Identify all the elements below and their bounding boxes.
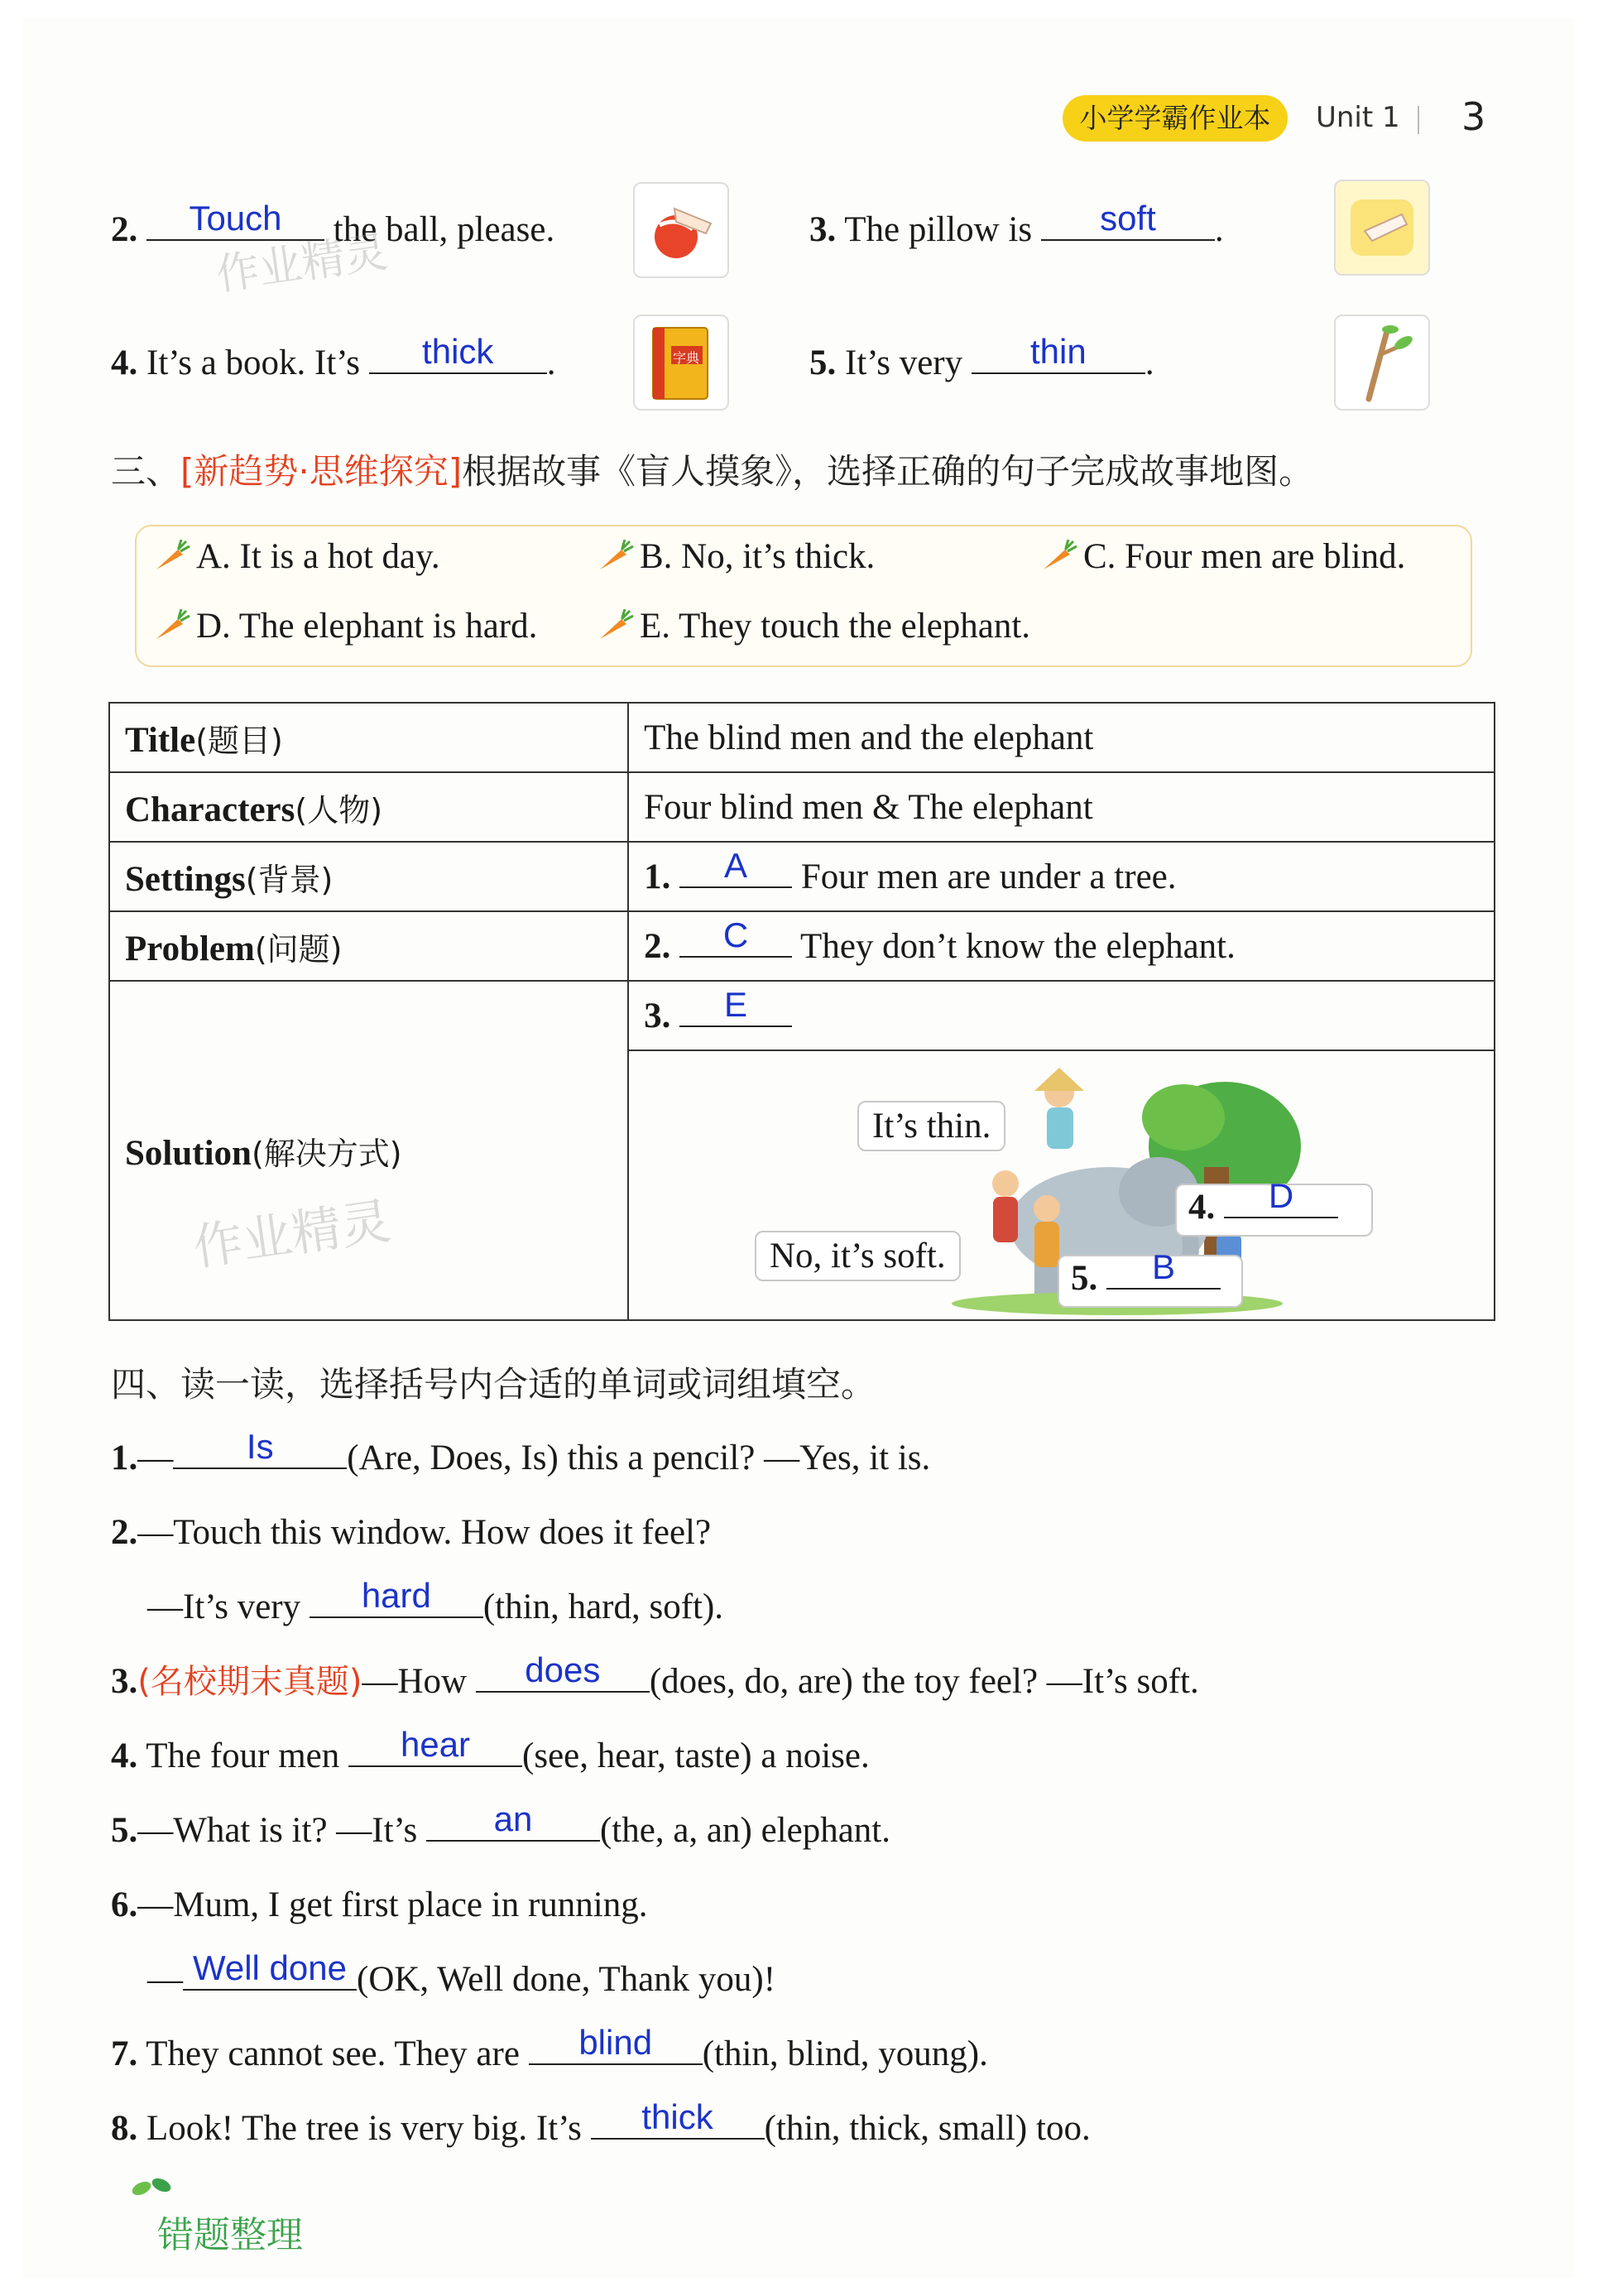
characters-value: Four blind men & The elephant <box>628 772 1495 842</box>
carrot-icon <box>597 609 635 642</box>
s2-item-4: 4. It’s a book. It’s thick . <box>111 332 556 382</box>
option-a: A. It is a hot day. <box>153 536 440 577</box>
answer-blank[interactable]: B <box>1106 1260 1221 1290</box>
settings-label: Settings(背景) <box>109 842 628 911</box>
answer-blank[interactable]: soft <box>1041 211 1215 241</box>
answer-blank[interactable]: does <box>476 1663 650 1693</box>
page-number: 3 <box>1461 94 1486 139</box>
answer-blank[interactable]: an <box>426 1812 600 1842</box>
carrot-icon <box>1040 540 1078 573</box>
s4-q7: 7. They cannot see. They are blind (thin, blind, young). <box>111 2023 988 2073</box>
leaf-icon <box>128 2175 175 2198</box>
table-row <box>109 772 1495 842</box>
s4-q8: 8. Look! The tree is very big. It’s thick (thin, thick, small) too. <box>111 2097 1091 2148</box>
title-value: The blind men and the elephant <box>628 703 1495 772</box>
s2-item-5: 5. It’s very thin . <box>809 332 1154 382</box>
answer-blank[interactable]: D <box>1224 1189 1338 1218</box>
thin-branch-icon <box>1334 315 1430 411</box>
unit-label: Unit 1 <box>1316 101 1400 134</box>
characters-label: Characters(人物) <box>109 772 628 842</box>
answer-blank[interactable]: C <box>679 928 792 958</box>
s2-item-2: 2. Touch the ball, please. <box>111 199 555 249</box>
watermark-table: 作业精灵 <box>189 1192 395 1278</box>
header-divider <box>1418 106 1419 134</box>
s4-q5: 5.—What is it? —It’s an (the, a, an) elephant. <box>111 1799 890 1850</box>
mistake-review-label: 错题整理 <box>157 2214 303 2256</box>
section3-tag: [新趋势·思维探究] <box>180 451 463 492</box>
option-c: C. Four men are blind. <box>1040 536 1405 577</box>
speech-bubble-soft: No, it’s soft. <box>755 1231 961 1281</box>
table-row <box>109 981 1495 1050</box>
watermark-top: 作业精灵 <box>213 227 391 301</box>
answer-blank[interactable]: A <box>679 858 792 888</box>
answer-blank[interactable]: E <box>679 997 792 1027</box>
table-row <box>109 911 1495 981</box>
title-label: Title(题目) <box>109 703 628 772</box>
carrot-icon <box>153 609 191 642</box>
answer-blank[interactable]: Touch <box>146 211 324 241</box>
s2-item-3: 3. The pillow is soft . <box>809 199 1224 249</box>
s4-q4: 4. The four men hear (see, hear, taste) a noise. <box>111 1725 870 1775</box>
answer-blank[interactable]: thick <box>369 344 547 374</box>
solution-step-3: 3. E <box>628 981 1495 1050</box>
problem-label: Problem(问题) <box>109 911 628 981</box>
answer-blank[interactable]: thick <box>591 2110 765 2140</box>
answer-blank[interactable]: Well done <box>183 1961 357 1991</box>
answer-blank[interactable]: blind <box>529 2035 703 2065</box>
blank-box-4: 4. D <box>1175 1184 1373 1237</box>
section4-heading: 四、读一读，选择括号内合适的单词或词组填空。 <box>111 1364 876 1405</box>
answer-blank[interactable]: thin <box>972 344 1145 374</box>
speech-bubble-thin: It’s thin. <box>857 1101 1005 1151</box>
s4-q2-line2: —It’s very hard (thin, hard, soft). <box>147 1576 724 1626</box>
hand-touching-ball-icon <box>633 182 729 278</box>
s4-q3: 3.(名校期末真题)—How does (does, do, are) the toy feel? —It’s soft. <box>111 1650 1199 1701</box>
s4-q2-line1: 2.—Touch this window. How does it feel? <box>111 1513 712 1552</box>
settings-value: 1. A Four men are under a tree. <box>628 842 1495 911</box>
option-e: E. They touch the elephant. <box>597 606 1030 646</box>
answer-blank[interactable]: hear <box>348 1737 522 1767</box>
options-box <box>135 525 1472 667</box>
header-badge <box>1063 95 1288 142</box>
table-row <box>109 703 1495 772</box>
solution-label: Solution(解决方式) <box>109 981 628 1320</box>
carrot-icon <box>153 540 191 573</box>
q3-tag: (名校期末真题) <box>137 1663 362 1701</box>
answer-blank[interactable]: hard <box>310 1588 483 1618</box>
hand-on-pillow-icon <box>1334 180 1430 276</box>
problem-value: 2. C They don’t know the elephant. <box>628 911 1495 981</box>
s4-q6-line1: 6.—Mum, I get first place in running. <box>111 1885 648 1924</box>
table-row <box>109 842 1495 911</box>
dictionary-book-icon <box>633 315 729 411</box>
book-label: 字典 <box>673 350 700 366</box>
option-b: B. No, it’s thick. <box>597 536 875 577</box>
book-title: 小学学霸作业本 <box>1079 102 1271 134</box>
blank-box-5: 5. B <box>1058 1255 1243 1308</box>
s4-q1: 1.— Is (Are, Does, Is) this a pencil? —Yes, it is. <box>111 1427 931 1477</box>
option-d: D. The elephant is hard. <box>153 606 537 646</box>
s4-q6-line2: — Well done (OK, Well done, Thank you)! <box>147 1948 776 1999</box>
section3-heading: 三、[新趋势·思维探究]根据故事《盲人摸象》，选择正确的句子完成故事地图。 <box>111 451 1314 492</box>
answer-blank[interactable]: Is <box>173 1439 347 1469</box>
carrot-icon <box>597 540 635 573</box>
